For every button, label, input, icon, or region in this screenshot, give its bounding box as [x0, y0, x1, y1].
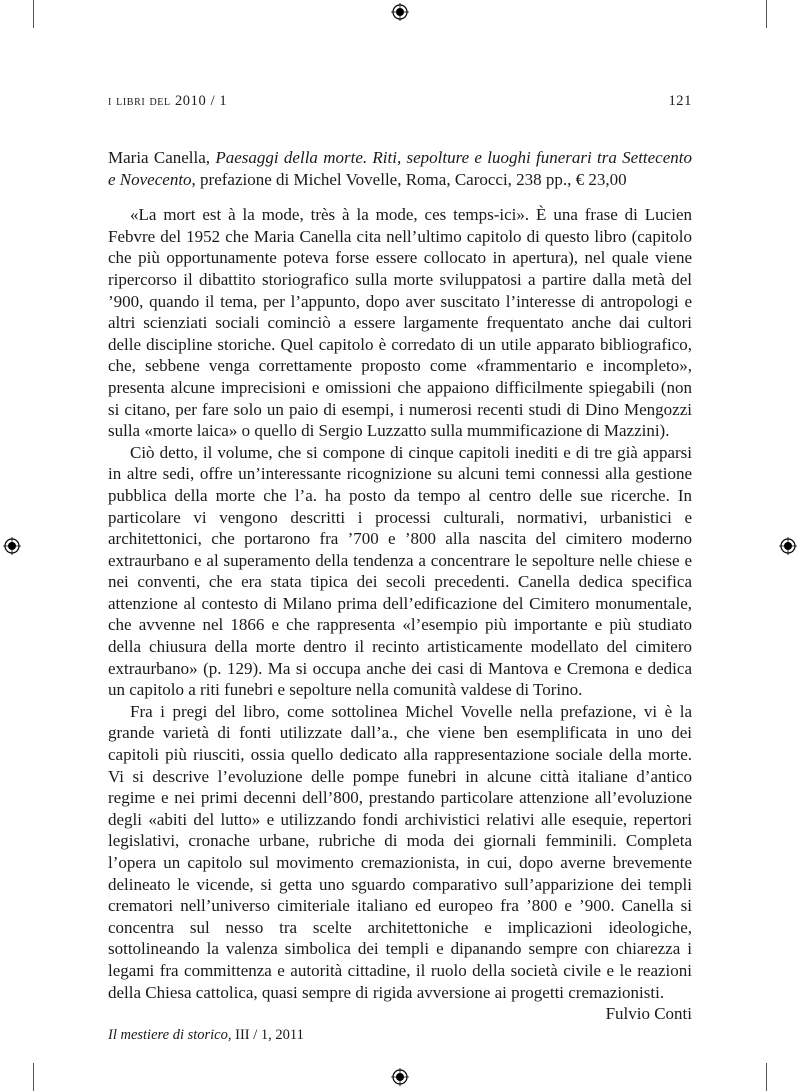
running-title: i libri del 2010 / 1	[108, 93, 228, 109]
journal-title: Il mestiere di storico	[108, 1027, 228, 1043]
page-header	[108, 93, 692, 115]
journal-issue: , III / 1, 2011	[227, 1027, 304, 1043]
citation-title: Paesaggi della morte. Riti, sepolture e luoghi funerari tra Settecento e Novecento	[108, 148, 692, 189]
crop-mark-top-left	[33, 0, 34, 28]
book-citation	[108, 147, 692, 190]
registration-mark-icon	[391, 1068, 409, 1086]
page-footer	[108, 1027, 304, 1044]
paragraph: Fra i pregi del libro, come sottolinea Michel Vovelle nella prefazione, vi è la grande varietà di fonti utilizzate dall’a., che viene ben esemplificata in uno dei capitoli più riusciti, ossia quello dedicato alla rappresentazione sociale della morte. Vi si descrive l’evoluzione delle pompe funebri in alcune città italiane d’antico regime e nei primi decenni dell’800, prestando particolare attenzione all’evoluzione degli «abiti del lutto» e utilizzando fondi archivistici relativi alle esequie, repertori legislativi, cronache urbane, rubriche di moda dei giornali femminili. Completa l’opera un capitolo sul movimento cremazionista, in cui, dopo averne brevemente delineato le vicende, si getta uno sguardo comparativo sull’apparizione dei templi crematori nell’universo cimiteriale italiano ed europeo fra ’800 e ’900. Canella si concentra sul nesso tra scelte architettoniche e implicazioni ideologiche, sottolineando la valenza simbolica dei templi e dipanando sempre con chiarezza i legami fra committenza e autorità cittadine, il ruolo della società civile e le reazioni della Chiesa cattolica, quasi sempre di rigida avversione ai progetti cremazionisti.	[108, 701, 692, 1002]
paragraph: Ciò detto, il volume, che si compone di cinque capitoli inediti e di tre già apparsi in altre sedi, offre un’interessante ricognizione su alcuni temi connessi alla gestione pubblica della morte che l’a. ha posto da tempo al centro delle sue ricerche. In particolare vi vengono descritti i processi culturali, normativi, urbanistici e architettonici, che portarono fra ’700 e ’800 alla nascita del cimitero moderno extraurbano e al superamento della tendenza a concentrare le sepolture nelle chiese e nei conventi, che era stata tipica dei secoli precedenti. Canella dedica specifica attenzione al contesto di Milano prima dell’edificazione del Cimitero monumentale, che avvenne nel 1866 e che rappresenta «l’esempio più importante e più studiato della chiusura della morte dentro il recinto artisticamente modellato del cimitero extraurbano» (p. 129). Ma si occupa anche dei casi di Mantova e Cremona e dedica un capitolo a riti funebri e sepolture nella comunità valdese di Torino.	[108, 442, 692, 700]
citation-details: , prefazione di Michel Vovelle, Roma, Carocci, 238 pp., € 23,00	[191, 169, 627, 189]
review-signature: Fulvio Conti	[605, 1004, 692, 1024]
page-number: 121	[668, 93, 692, 109]
paragraph: «La mort est à la mode, très à la mode, ces temps-ici». È una frase di Lucien Febvre del 1952 che Maria Canella cita nell’ultimo capitolo di questo libro (capitolo che più opportunamente poteva forse essere collocato in apertura), nel quale viene ripercorso il dibattito storiografico sulla morte sviluppatosi a partire dalla metà del ’900, quando il tema, per l’appunto, dopo aver suscitato l’interesse di antropologi e altri scienziati sociali cominciò a essere largamente frequentato anche dai cultori delle discipline storiche. Quel capitolo è corredato di un utile apparato bibliografico, che, sebbene venga correttamente proposto come «frammentario e incompleto», presenta alcune imprecisioni e omissioni che appaiono difficilmente spiegabili (non si citano, per fare solo un paio di esempi, i numerosi recenti studi di Dino Mengozzi sulla «morte laica» o quello di Sergio Luzzatto sulla mummificazione di Mazzini).	[108, 205, 692, 441]
review-body	[108, 147, 692, 1025]
registration-mark-icon	[391, 3, 409, 21]
registration-mark-icon	[779, 537, 797, 555]
crop-mark-bottom-left	[33, 1063, 34, 1091]
crop-mark-top-right	[766, 0, 767, 28]
registration-mark-icon	[3, 537, 21, 555]
citation-author: Maria Canella,	[108, 148, 216, 167]
crop-mark-bottom-right	[766, 1063, 767, 1091]
